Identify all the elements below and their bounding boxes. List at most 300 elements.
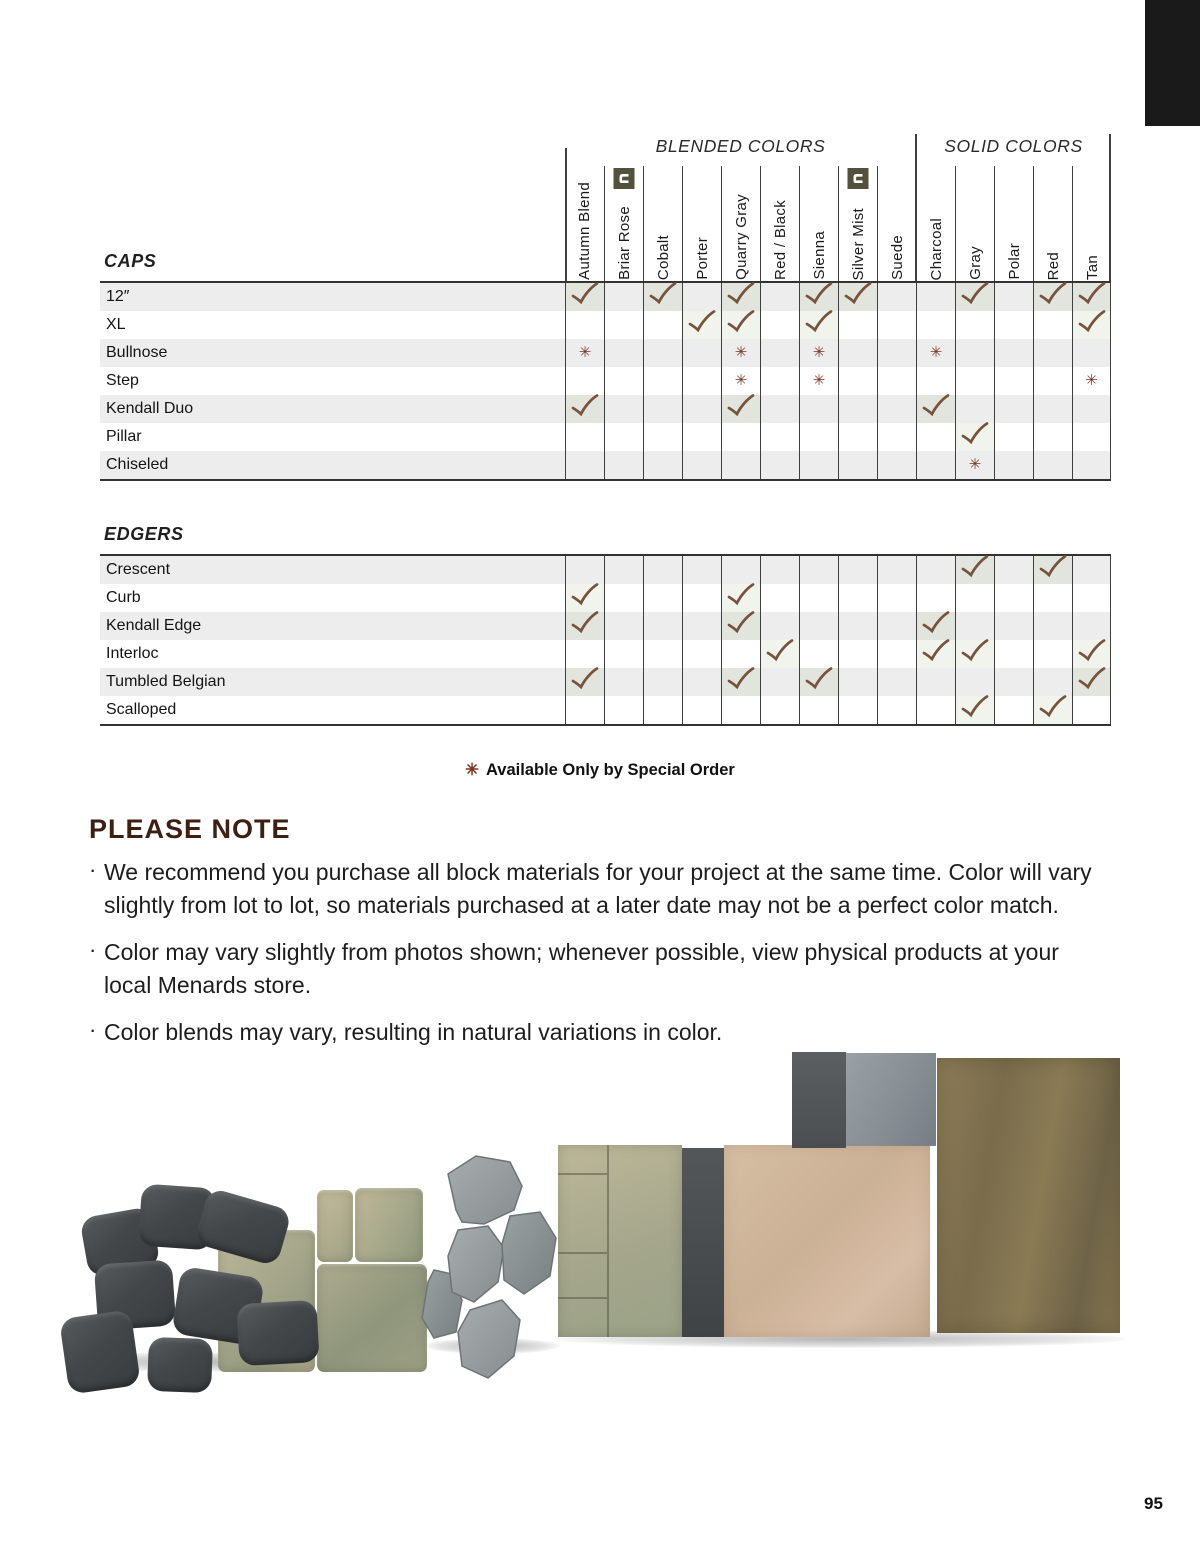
matrix-cell <box>994 640 1033 668</box>
row-label: 12″ <box>106 288 130 305</box>
matrix-cell <box>994 668 1033 696</box>
check-icon <box>726 394 756 418</box>
matrix-cell <box>877 696 916 724</box>
matrix-cell <box>643 696 682 724</box>
matrix-cell <box>682 640 721 668</box>
matrix-cell <box>916 395 955 423</box>
flagstone-piece <box>458 1300 520 1378</box>
matrix-cell <box>760 451 799 479</box>
column-label: Briar Rose <box>615 206 633 280</box>
matrix-cell <box>799 640 838 668</box>
note-bullet: · We recommend you purchase all block materials for your project at the same time. Color will vary slightly from lot to lot, so materials purchased at a later date may not be a perfect color match. <box>89 856 1094 922</box>
check-icon <box>921 394 951 418</box>
matrix-cell <box>994 584 1033 612</box>
table-row <box>100 668 1111 696</box>
matrix-cell <box>1072 584 1111 612</box>
matrix-cell <box>994 311 1033 339</box>
matrix-cell <box>565 283 604 311</box>
slab-joint-line <box>558 1297 607 1299</box>
matrix-cell <box>877 367 916 395</box>
matrix-cell <box>877 612 916 640</box>
group-header-solid-colors: SOLID COLORS <box>944 136 1083 156</box>
matrix-cell <box>838 668 877 696</box>
matrix-cell <box>1072 556 1111 584</box>
check-icon <box>570 394 600 418</box>
matrix-cell <box>721 584 760 612</box>
matrix-cell <box>994 283 1033 311</box>
matrix-cell <box>994 395 1033 423</box>
slab-joint-line <box>558 1173 607 1175</box>
check-icon <box>570 611 600 635</box>
matrix-cell <box>799 423 838 451</box>
check-icon <box>570 583 600 607</box>
table-row <box>100 556 1111 584</box>
matrix-cell <box>565 311 604 339</box>
matrix-cell <box>721 640 760 668</box>
matrix-cell <box>916 367 955 395</box>
caps-table-title: CAPS <box>104 251 157 271</box>
matrix-cell <box>760 696 799 724</box>
matrix-cell <box>877 668 916 696</box>
column-header-red-black <box>760 166 799 283</box>
matrix-cell <box>1033 668 1072 696</box>
new-product-glyph <box>852 172 865 185</box>
matrix-cell <box>604 612 643 640</box>
matrix-cell <box>877 556 916 584</box>
new-product-icon <box>614 168 635 189</box>
legend-text: Available Only by Special Order <box>486 761 735 779</box>
check-icon <box>960 422 990 446</box>
row-label: Crescent <box>106 561 171 578</box>
matrix-cell <box>604 311 643 339</box>
color-column-header <box>565 166 1111 283</box>
matrix-cell <box>760 556 799 584</box>
matrix-cell <box>721 339 760 367</box>
matrix-cell <box>1072 283 1111 311</box>
check-icon <box>570 667 600 691</box>
table-row <box>100 584 1111 612</box>
row-label: Kendall Edge <box>106 617 202 634</box>
row-label: Kendall Duo <box>106 400 194 417</box>
block-products-photo <box>0 1040 1200 1365</box>
flagstone-piece <box>448 1156 522 1224</box>
column-header-gray <box>955 166 994 283</box>
matrix-cell <box>799 395 838 423</box>
matrix-cell <box>565 640 604 668</box>
check-icon <box>960 282 990 306</box>
matrix-cell <box>799 696 838 724</box>
matrix-cell <box>955 612 994 640</box>
matrix-cell <box>916 311 955 339</box>
matrix-cell <box>877 584 916 612</box>
matrix-cell <box>604 640 643 668</box>
check-icon <box>1077 639 1107 663</box>
photo-charcoal-cap <box>792 1052 846 1148</box>
matrix-cell <box>643 339 682 367</box>
matrix-cell <box>760 668 799 696</box>
row-label: Scalloped <box>106 701 177 718</box>
column-label: Red / Black <box>771 200 789 280</box>
matrix-cell <box>565 584 604 612</box>
special-order-icon: ✳ <box>812 344 826 361</box>
matrix-cell <box>643 423 682 451</box>
matrix-cell <box>604 367 643 395</box>
special-order-icon: ✳ <box>578 344 592 361</box>
matrix-cell <box>916 584 955 612</box>
matrix-cell <box>955 283 994 311</box>
row-label: Tumbled Belgian <box>106 673 226 690</box>
check-icon <box>804 310 834 334</box>
column-header-polar <box>994 166 1033 283</box>
table-row <box>100 612 1111 640</box>
check-icon <box>726 282 756 306</box>
matrix-cell <box>682 668 721 696</box>
matrix-cell <box>994 556 1033 584</box>
matrix-cell <box>955 584 994 612</box>
column-label: Autumn Blend <box>576 182 593 280</box>
matrix-cell <box>955 423 994 451</box>
check-icon <box>1038 695 1068 719</box>
column-label: Gray <box>966 246 984 280</box>
matrix-cell <box>1072 612 1111 640</box>
matrix-cell <box>799 612 838 640</box>
matrix-cell <box>955 451 994 479</box>
matrix-cell <box>1033 612 1072 640</box>
matrix-cell <box>643 451 682 479</box>
matrix-cell <box>1033 640 1072 668</box>
page-number: 95 <box>1144 1494 1163 1513</box>
edgers-availability-table <box>100 554 1111 726</box>
matrix-cell <box>643 612 682 640</box>
matrix-cell <box>1072 395 1111 423</box>
matrix-cell <box>799 556 838 584</box>
matrix-cell <box>643 556 682 584</box>
note-bullet: · Color blends may vary, resulting in natural variations in color. <box>89 1016 1094 1049</box>
photo-dark-block <box>236 1300 319 1366</box>
matrix-cell <box>682 395 721 423</box>
matrix-cell <box>604 283 643 311</box>
check-icon <box>570 282 600 306</box>
matrix-cell <box>760 311 799 339</box>
matrix-cell <box>565 423 604 451</box>
matrix-cell <box>1072 640 1111 668</box>
matrix-cell <box>994 339 1033 367</box>
matrix-cell <box>682 423 721 451</box>
matrix-cell <box>760 283 799 311</box>
special-order-icon: ✳ <box>734 372 748 389</box>
matrix-cell <box>955 696 994 724</box>
photo-tumbled-paver <box>317 1264 427 1372</box>
matrix-cell <box>838 640 877 668</box>
matrix-cell <box>994 367 1033 395</box>
matrix-cell <box>1033 283 1072 311</box>
matrix-cell <box>682 367 721 395</box>
matrix-cell <box>916 612 955 640</box>
row-label: Interloc <box>106 645 159 662</box>
matrix-cell <box>604 423 643 451</box>
matrix-cell <box>877 451 916 479</box>
matrix-cell <box>565 612 604 640</box>
matrix-cell <box>877 339 916 367</box>
matrix-cell <box>838 339 877 367</box>
photo-tumbled-paver <box>355 1188 423 1262</box>
check-icon <box>960 639 990 663</box>
table-row <box>100 339 1111 367</box>
column-label: Suede <box>888 235 906 280</box>
matrix-cell <box>760 367 799 395</box>
special-order-icon: ✳ <box>968 456 982 473</box>
matrix-cell <box>643 367 682 395</box>
new-product-glyph <box>618 172 631 185</box>
matrix-cell <box>565 451 604 479</box>
matrix-cell <box>604 696 643 724</box>
table-row <box>100 423 1111 451</box>
matrix-cell <box>916 283 955 311</box>
matrix-cell <box>799 367 838 395</box>
column-header-tan <box>1072 166 1111 283</box>
please-note-list <box>89 856 1094 1063</box>
column-header-porter <box>682 166 721 283</box>
bullet-dot: · <box>89 937 97 962</box>
matrix-cell <box>643 283 682 311</box>
column-label: Sienna <box>810 231 828 280</box>
slab-joint-line <box>558 1252 607 1254</box>
matrix-cell <box>838 367 877 395</box>
matrix-cell <box>1033 311 1072 339</box>
matrix-cell <box>682 696 721 724</box>
check-icon <box>1077 667 1107 691</box>
table-row <box>100 395 1111 423</box>
new-product-icon <box>848 168 869 189</box>
matrix-cell <box>1072 339 1111 367</box>
corner-tab <box>1145 0 1200 126</box>
check-icon <box>1038 555 1068 579</box>
column-label: Silver Mist <box>849 207 867 280</box>
matrix-cell <box>721 612 760 640</box>
matrix-cell <box>565 395 604 423</box>
matrix-cell <box>994 612 1033 640</box>
check-icon <box>1077 282 1107 306</box>
column-header-suede <box>877 166 916 283</box>
matrix-cell <box>643 584 682 612</box>
matrix-cell <box>604 668 643 696</box>
matrix-cell <box>682 451 721 479</box>
check-icon <box>921 611 951 635</box>
column-label: Quarry Gray <box>732 194 750 280</box>
matrix-cell <box>955 395 994 423</box>
check-icon <box>726 583 756 607</box>
matrix-cell <box>877 640 916 668</box>
check-icon <box>726 310 756 334</box>
column-label: Polar <box>1005 243 1023 280</box>
column-label: Cobalt <box>654 234 672 280</box>
matrix-cell <box>682 283 721 311</box>
matrix-cell <box>994 451 1033 479</box>
matrix-cell <box>799 584 838 612</box>
matrix-cell <box>838 584 877 612</box>
matrix-cell <box>760 395 799 423</box>
matrix-cell <box>955 339 994 367</box>
matrix-cell <box>1033 395 1072 423</box>
matrix-cell <box>838 556 877 584</box>
matrix-cell <box>877 423 916 451</box>
matrix-cell <box>838 451 877 479</box>
matrix-cell <box>565 367 604 395</box>
please-note-heading: PLEASE NOTE <box>89 814 291 844</box>
matrix-cell <box>1033 451 1072 479</box>
matrix-cell <box>1033 367 1072 395</box>
check-icon <box>804 282 834 306</box>
photo-dark-block <box>147 1337 213 1393</box>
check-icon <box>804 667 834 691</box>
special-order-icon: ✳ <box>734 344 748 361</box>
photo-flagstone-cluster <box>418 1152 563 1394</box>
matrix-cell <box>760 423 799 451</box>
column-header-red <box>1033 166 1072 283</box>
matrix-cell <box>916 423 955 451</box>
column-header-cobalt <box>643 166 682 283</box>
matrix-cell <box>877 311 916 339</box>
check-icon <box>726 611 756 635</box>
matrix-cell <box>682 556 721 584</box>
matrix-cell <box>721 395 760 423</box>
check-icon <box>726 667 756 691</box>
photo-plank-slab <box>558 1145 682 1337</box>
matrix-cell <box>604 395 643 423</box>
check-icon <box>1077 310 1107 334</box>
row-label: Curb <box>106 589 141 606</box>
photo-tumbled-paver <box>317 1190 353 1262</box>
matrix-cell <box>760 339 799 367</box>
matrix-cell <box>994 423 1033 451</box>
special-order-icon: ✳ <box>812 372 826 389</box>
row-label: Step <box>106 372 139 389</box>
matrix-cell <box>721 556 760 584</box>
matrix-cell <box>1033 556 1072 584</box>
matrix-cell <box>682 311 721 339</box>
matrix-cell <box>838 612 877 640</box>
matrix-cell <box>799 451 838 479</box>
photo-gray-block <box>846 1053 936 1146</box>
bullet-dot: · <box>89 857 97 882</box>
matrix-cell <box>760 640 799 668</box>
matrix-cell <box>916 339 955 367</box>
matrix-cell <box>721 423 760 451</box>
matrix-cell <box>604 584 643 612</box>
column-header-charcoal <box>916 166 955 283</box>
matrix-cell <box>838 283 877 311</box>
row-label: Bullnose <box>106 344 168 361</box>
matrix-cell <box>682 584 721 612</box>
column-header-quarry-gray <box>721 166 760 283</box>
special-order-icon: ✳ <box>929 344 943 361</box>
check-icon <box>687 310 717 334</box>
matrix-cell <box>760 584 799 612</box>
matrix-cell <box>565 696 604 724</box>
table-row <box>100 696 1111 724</box>
matrix-cell <box>1072 451 1111 479</box>
matrix-cell <box>565 339 604 367</box>
column-label: Charcoal <box>927 217 945 280</box>
matrix-cell <box>643 311 682 339</box>
matrix-cell <box>565 556 604 584</box>
matrix-cell <box>604 451 643 479</box>
bullet-dot: · <box>89 1017 97 1042</box>
matrix-cell <box>1033 339 1072 367</box>
matrix-cell <box>643 668 682 696</box>
matrix-cell <box>838 311 877 339</box>
column-header-sienna <box>799 166 838 283</box>
matrix-cell <box>955 556 994 584</box>
matrix-cell <box>604 556 643 584</box>
photo-olive-slab <box>937 1058 1120 1333</box>
photo-dark-block <box>194 1187 293 1266</box>
special-order-icon: ✳ <box>465 761 479 779</box>
check-icon <box>765 639 795 663</box>
photo-dark-block <box>59 1309 141 1394</box>
column-label: Porter <box>693 237 711 280</box>
matrix-cell <box>916 556 955 584</box>
row-label: Pillar <box>106 428 142 445</box>
special-order-legend <box>0 760 1200 780</box>
matrix-cell <box>1072 311 1111 339</box>
matrix-cell <box>604 339 643 367</box>
note-bullet: · Color may vary slightly from photos shown; whenever possible, view physical products at your local Menards store. <box>89 936 1094 1002</box>
check-icon <box>921 639 951 663</box>
matrix-cell <box>565 668 604 696</box>
table-row <box>100 451 1111 479</box>
matrix-cell <box>760 612 799 640</box>
matrix-cell <box>1072 696 1111 724</box>
table-row <box>100 367 1111 395</box>
check-icon <box>648 282 678 306</box>
table-row <box>100 283 1111 311</box>
matrix-cell <box>1072 668 1111 696</box>
matrix-cell <box>955 367 994 395</box>
check-icon <box>1038 282 1068 306</box>
matrix-cell <box>1033 696 1072 724</box>
slab-joint-line <box>607 1145 609 1337</box>
matrix-cell <box>916 696 955 724</box>
matrix-cell <box>721 311 760 339</box>
matrix-cell <box>799 339 838 367</box>
table-row <box>100 311 1111 339</box>
matrix-cell <box>799 283 838 311</box>
photo-charcoal-bar <box>682 1148 724 1337</box>
matrix-cell <box>1072 423 1111 451</box>
photo-beige-slab <box>724 1145 930 1337</box>
matrix-cell <box>1033 423 1072 451</box>
matrix-cell <box>916 668 955 696</box>
matrix-cell <box>838 395 877 423</box>
special-order-icon: ✳ <box>1085 372 1098 389</box>
matrix-cell <box>682 339 721 367</box>
column-header-briar-rose <box>604 166 643 283</box>
matrix-cell <box>916 451 955 479</box>
check-icon <box>843 282 873 306</box>
group-header-blended-colors: BLENDED COLORS <box>655 136 826 156</box>
matrix-cell <box>955 640 994 668</box>
matrix-cell <box>721 367 760 395</box>
column-label: Red <box>1044 251 1062 280</box>
matrix-cell <box>721 696 760 724</box>
edgers-table-title: EDGERS <box>104 524 184 544</box>
matrix-cell <box>1072 367 1111 395</box>
row-label: Chiseled <box>106 456 169 473</box>
matrix-cell <box>643 640 682 668</box>
column-header-autumn-blend <box>565 166 604 283</box>
matrix-cell <box>682 612 721 640</box>
